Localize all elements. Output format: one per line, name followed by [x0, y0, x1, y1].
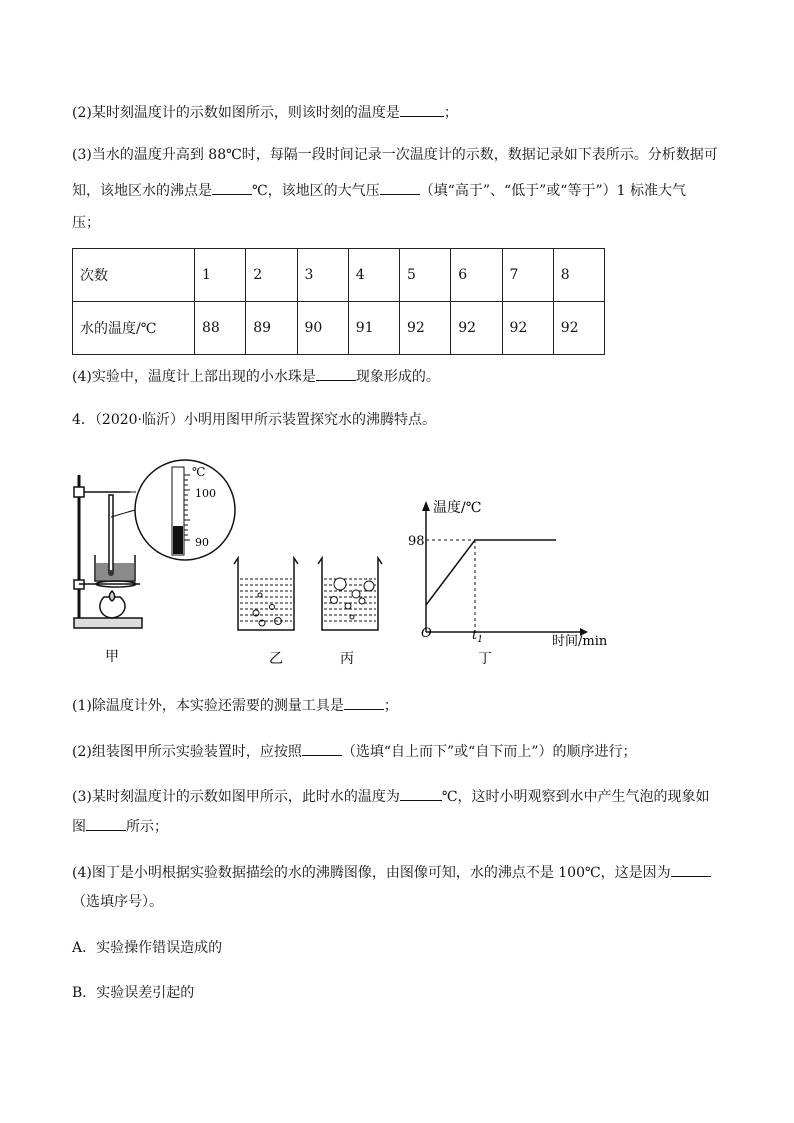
table-cell: 88: [195, 302, 246, 355]
q3-item3-text-a: 知，该地区水的沸点是: [72, 183, 212, 199]
q3-item2-text: (2)某时刻温度计的示数如图所示，则该时刻的温度是: [72, 105, 400, 121]
table-cell: 4: [348, 249, 399, 302]
graph-y-98: 98: [408, 534, 425, 549]
label-bing: 丙: [340, 651, 354, 667]
beaker-yi: [234, 558, 298, 630]
answer-blank[interactable]: [671, 862, 711, 877]
q3-item3-line2: [72, 180, 686, 201]
thermo-label-90: 90: [195, 536, 209, 549]
table-row: [73, 302, 605, 355]
answer-blank[interactable]: [400, 786, 442, 801]
q4-item2: [72, 741, 636, 762]
table-cell: 90: [297, 302, 348, 355]
answer-blank[interactable]: [302, 741, 342, 756]
large-bubbles-icon: [331, 578, 375, 619]
q3-item2: [72, 102, 458, 123]
option-a: A．实验操作错误造成的: [72, 940, 223, 956]
thermometer-jia: [109, 495, 113, 573]
q3-item3-line3: 压；: [72, 215, 100, 231]
thermo-unit: ℃: [192, 465, 206, 479]
graph-t1: $t_1$: [472, 628, 483, 645]
q4-item3-text-a: (3)某时刻温度计的示数如图甲所示，此时水的温度为: [72, 789, 400, 805]
table-row-label: 次数: [73, 249, 195, 302]
label-yi: 乙: [269, 651, 283, 667]
answer-blank[interactable]: [316, 366, 356, 381]
q4-item1: [72, 695, 398, 716]
graph-ding: [408, 499, 608, 649]
table-cell: 92: [502, 302, 553, 355]
table-row-label: 水的温度/℃: [73, 302, 195, 355]
q4-item1-end: ；: [383, 698, 398, 714]
flame-icon: [109, 591, 114, 601]
q4-item2-end: （选填“自上而下”或“自下而上”）的顺序进行；: [341, 744, 637, 760]
table-cell: 7: [502, 249, 553, 302]
q3-item3-text-b: ℃，该地区的大气压: [252, 183, 380, 199]
q4-item3-text-c: 图: [72, 819, 86, 835]
q4-item4-text-a: (4)图丁是小明根据实验数据描绘的水的沸腾图像，由图像可知，水的沸点不是 100℃，这是因为: [72, 865, 671, 881]
q3-item3-line1: (3)当水的温度升高到 88℃时，每隔一段时间记录一次温度计的示数，数据记录如下表所示。分析数据可: [72, 147, 718, 163]
q4-item1-text: (1)除温度计外，本实验还需要的测量工具是: [72, 698, 344, 714]
answer-blank[interactable]: [86, 816, 126, 831]
q3-item3-text-c: （填“高于”、“低于”或“等于”）1 标准大气: [419, 183, 686, 199]
water-jia: [96, 563, 134, 580]
table-row: [73, 249, 605, 302]
stand-base: [74, 618, 142, 628]
thermo-label-100: 100: [195, 487, 216, 500]
boiling-experiment-figure: [62, 455, 622, 673]
label-jia: 甲: [105, 649, 119, 665]
q4-item3-line2: [72, 816, 168, 837]
answer-blank[interactable]: [380, 180, 420, 195]
table-cell: 5: [400, 249, 451, 302]
table-cell: 92: [400, 302, 451, 355]
thermometer-callout: [135, 460, 235, 560]
q4-item3-line1: [72, 786, 710, 807]
temperature-curve: [426, 540, 556, 605]
q3-item4: [72, 366, 440, 387]
table-cell: 8: [553, 249, 604, 302]
graph-origin: O: [421, 626, 432, 641]
q4-item4-line2: （选填序号）。: [72, 894, 163, 910]
q4-item3-text-b: ℃，这时小明观察到水中产生气泡的现象如: [441, 789, 710, 805]
upper-clamp: [74, 487, 84, 497]
q4-item2-text: (2)组装图甲所示实验装置时，应按照: [72, 744, 302, 760]
beaker-bing: [318, 558, 382, 630]
q4-item4-line1: [72, 862, 711, 883]
graph-x-label: 时间/min: [552, 634, 608, 649]
table-cell: 92: [553, 302, 604, 355]
q3-item2-end: ；: [443, 105, 458, 121]
answer-blank[interactable]: [400, 102, 444, 117]
table-cell: 89: [246, 302, 297, 355]
answer-blank[interactable]: [344, 695, 384, 710]
q3-item4-end: 现象形成的。: [355, 369, 440, 385]
answer-blank[interactable]: [212, 180, 252, 195]
option-b: B．实验误差引起的: [72, 985, 195, 1001]
table-cell: 3: [297, 249, 348, 302]
table-cell: 91: [348, 302, 399, 355]
question-4-stem: 4．（2020·临沂）小明用图甲所示装置探究水的沸腾特点。: [72, 412, 436, 428]
table-cell: 92: [451, 302, 502, 355]
table-cell: 2: [246, 249, 297, 302]
label-ding: 丁: [478, 651, 492, 667]
q3-item4-text: (4)实验中，温度计上部出现的小水珠是: [72, 369, 316, 385]
data-table: [72, 248, 605, 355]
graph-y-label: 温度/℃: [433, 500, 482, 516]
table-cell: 6: [451, 249, 502, 302]
q4-item3-text-d: 所示；: [126, 819, 168, 835]
table-cell: 1: [195, 249, 246, 302]
